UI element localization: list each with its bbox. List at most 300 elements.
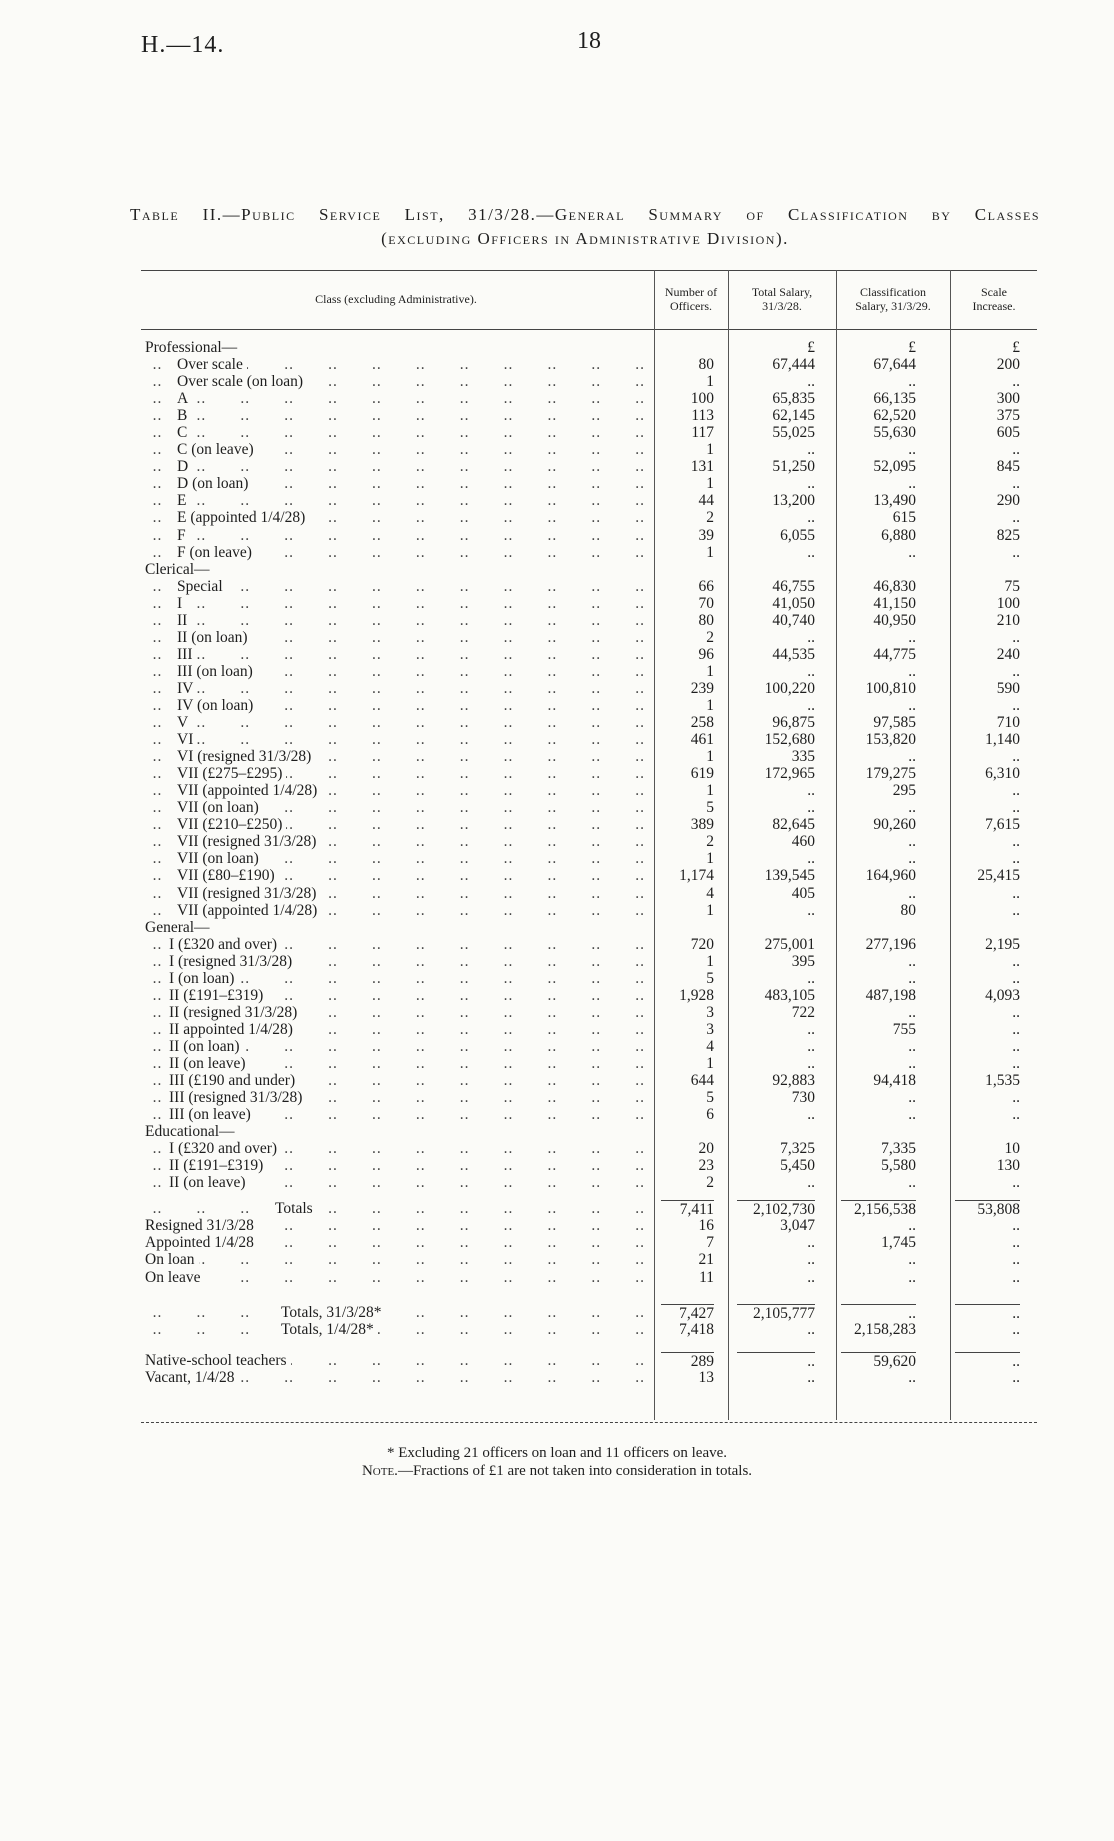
officers-cell: 5	[706, 799, 714, 817]
row-label	[141, 680, 651, 697]
row-label	[141, 1004, 651, 1021]
row-label	[141, 663, 651, 680]
officers-cell: 117	[691, 424, 714, 442]
total-salary-cell: ..	[807, 1320, 815, 1338]
officers-cell: 7,427	[661, 1304, 714, 1322]
column-header-scale-increase-line-1: Scale	[981, 285, 1007, 299]
table-row	[141, 970, 1037, 987]
table-row	[141, 1269, 1037, 1286]
total-salary-cell: 405	[791, 884, 815, 902]
row-label	[141, 1251, 651, 1268]
row-label-text: I	[177, 595, 186, 612]
classification-salary-cell: 46,830	[873, 577, 916, 595]
officers-cell: 11	[699, 1268, 714, 1286]
classification-salary-cell: ..	[908, 748, 916, 766]
scale-increase-cell: ..	[1012, 1320, 1020, 1338]
total-salary-cell: ..	[807, 1251, 815, 1269]
scale-increase-cell: ..	[1012, 884, 1020, 902]
column-header-officers-line-2: Officers.	[669, 299, 713, 313]
row-label	[141, 1369, 651, 1386]
total-salary-cell: ..	[807, 543, 815, 561]
column-header-classification-salary-line-2: Salary, 31/3/29.	[855, 299, 931, 313]
classification-salary-cell: 153,820	[865, 731, 916, 749]
row-label	[141, 339, 651, 356]
classification-salary-cell: 755	[892, 1020, 916, 1038]
row-label	[141, 953, 651, 970]
total-salary-cell: ..	[807, 799, 815, 817]
table-row	[141, 578, 1037, 595]
officers-cell: 5	[706, 1089, 714, 1107]
officers-cell: 1	[706, 696, 714, 714]
row-label-text: I (resigned 31/3/28)	[169, 953, 296, 970]
total-salary-cell: 96,875	[772, 714, 815, 732]
classification-salary-cell: ..	[908, 1003, 916, 1021]
scale-increase-cell: ..	[1012, 1234, 1020, 1252]
officers-cell: 461	[690, 731, 714, 749]
table-row	[141, 339, 1037, 356]
table-row	[141, 527, 1037, 544]
row-label	[141, 646, 651, 663]
table-row	[141, 390, 1037, 407]
officers-cell: 80	[698, 356, 714, 374]
classification-salary-cell: ..	[908, 850, 916, 868]
row-label-text: II (on leave)	[169, 1174, 250, 1191]
scale-increase-cell: 53,808	[955, 1200, 1020, 1218]
row-label	[141, 714, 651, 731]
table-row	[141, 1157, 1037, 1174]
classification-salary-cell: 55,630	[873, 424, 916, 442]
scale-increase-cell: 200	[996, 356, 1020, 374]
row-label-text: Over scale	[177, 356, 247, 373]
row-label-text: D (on loan)	[177, 475, 252, 492]
row-label-text: Clerical—	[145, 561, 214, 578]
classification-salary-cell: 1,745	[881, 1234, 916, 1252]
table-bottom-rule	[141, 1422, 1037, 1423]
table-row	[141, 987, 1037, 1004]
officers-cell: 4	[706, 884, 714, 902]
classification-salary-cell: ..	[908, 969, 916, 987]
officers-cell: 3	[706, 1003, 714, 1021]
scale-increase-cell: 605	[996, 424, 1020, 442]
row-label	[141, 1217, 651, 1234]
officers-cell: 6	[706, 1106, 714, 1124]
officers-cell: 131	[690, 458, 714, 476]
column-header-total-salary-line-1: Total Salary,	[751, 285, 813, 299]
officers-cell: 720	[690, 935, 714, 953]
classification-salary-cell: ..	[908, 1089, 916, 1107]
table-row	[141, 458, 1037, 475]
row-label	[141, 407, 651, 424]
classification-salary-cell: 179,275	[865, 765, 916, 783]
total-salary-cell: 46,755	[772, 577, 815, 595]
row-label-text: II (£191–£319)	[169, 987, 267, 1004]
scale-increase-cell: ..	[1012, 1089, 1020, 1107]
total-salary-cell: 7,325	[780, 1140, 815, 1158]
total-salary-cell: 82,645	[772, 816, 815, 834]
classification-salary-cell: ..	[908, 628, 916, 646]
table-row	[141, 816, 1037, 833]
total-salary-cell: 395	[791, 952, 815, 970]
table-row	[141, 697, 1037, 714]
row-label-text: II (on loan)	[177, 629, 252, 646]
row-label	[141, 527, 651, 544]
table-row	[141, 1123, 1037, 1140]
officers-cell: 20	[698, 1140, 714, 1158]
classification-salary-cell: ..	[908, 475, 916, 493]
total-salary-cell: ..	[807, 1020, 815, 1038]
row-label-text: I (£320 and over)	[169, 936, 281, 953]
total-salary-cell: ..	[807, 1174, 815, 1192]
classification-salary-cell: 164,960	[865, 867, 916, 885]
classification-salary-cell: ..	[908, 373, 916, 391]
total-salary-cell: ..	[807, 696, 815, 714]
row-label	[141, 424, 651, 441]
row-label	[141, 492, 651, 509]
classification-salary-cell: ..	[841, 1304, 916, 1322]
table-row	[141, 731, 1037, 748]
row-label	[141, 544, 651, 561]
officers-cell: 44	[698, 492, 714, 510]
scale-increase-cell: ..	[1012, 1217, 1020, 1235]
classification-salary-cell: 7,335	[881, 1140, 916, 1158]
scale-increase-cell: 75	[1004, 577, 1020, 595]
officers-cell: 1	[706, 441, 714, 459]
classification-salary-cell: 94,418	[873, 1072, 916, 1090]
scale-increase-cell: 290	[996, 492, 1020, 510]
classification-salary-cell: 80	[900, 901, 916, 919]
row-label-text: Special	[177, 578, 227, 595]
row-label-text: VII (resigned 31/3/28)	[177, 885, 320, 902]
column-header-officers	[655, 274, 727, 324]
scale-increase-cell: 845	[996, 458, 1020, 476]
officers-cell: 1,928	[679, 986, 714, 1004]
scale-increase-cell: ..	[1012, 1106, 1020, 1124]
row-label-text: Professional—	[145, 339, 241, 356]
total-salary-cell: 722	[791, 1003, 815, 1021]
column-header-classification-salary-line-1: Classification	[859, 285, 926, 299]
row-label-text: Resigned 31/3/28	[145, 1217, 258, 1234]
total-salary-cell: 483,105	[764, 986, 815, 1004]
officers-cell: 1	[706, 543, 714, 561]
scale-increase-cell: 300	[996, 390, 1020, 408]
total-salary-cell: 3,047	[780, 1217, 815, 1235]
officers-cell: 1,174	[679, 867, 714, 885]
table-row	[141, 544, 1037, 561]
row-label-text: F (on leave)	[177, 544, 256, 561]
row-label	[141, 936, 651, 953]
row-label	[141, 475, 651, 492]
row-label-text: Native-school teachers	[145, 1352, 291, 1369]
row-label-text: VII (£80–£190)	[177, 867, 279, 884]
row-label-text: II (£191–£319)	[169, 1157, 267, 1174]
classification-salary-cell: 487,198	[865, 986, 916, 1004]
officers-cell: 1	[706, 662, 714, 680]
classification-salary-cell: ..	[908, 1268, 916, 1286]
column-header-scale-increase-line-2: Increase.	[972, 299, 1016, 313]
row-label-text: II appointed 1/4/28)	[169, 1021, 297, 1038]
officers-cell: 2	[706, 1174, 714, 1192]
total-salary-cell: 275,001	[764, 935, 815, 953]
row-label	[141, 1038, 651, 1055]
column-header-total-salary-line-2: 31/3/28.	[762, 299, 802, 313]
column-header-class	[141, 274, 651, 324]
footnote-note	[0, 1462, 1114, 1480]
officers-cell: 70	[698, 594, 714, 612]
officers-cell: 239	[690, 679, 714, 697]
officers-cell: 7	[706, 1234, 714, 1252]
table-row	[141, 1304, 1037, 1321]
classification-salary-cell: ..	[908, 543, 916, 561]
scale-increase-cell: ..	[1012, 1268, 1020, 1286]
row-label-text: V	[177, 714, 192, 731]
officers-cell: 16	[698, 1217, 714, 1235]
classification-salary-cell: 615	[892, 509, 916, 527]
row-label	[141, 885, 651, 902]
row-label	[141, 595, 651, 612]
table-row	[141, 356, 1037, 373]
row-label	[141, 970, 651, 987]
scale-increase-cell: 25,415	[977, 867, 1020, 885]
row-label-text: VII (appointed 1/4/28)	[177, 902, 321, 919]
table-row	[141, 919, 1037, 936]
table-row	[141, 799, 1037, 816]
total-salary-cell: 67,444	[772, 356, 815, 374]
classification-salary-cell: ..	[908, 1368, 916, 1386]
row-label	[141, 1174, 651, 1191]
scale-increase-cell: 710	[996, 714, 1020, 732]
row-label	[141, 1304, 651, 1321]
row-label-text: A	[177, 390, 192, 407]
classification-salary-cell: 40,950	[873, 611, 916, 629]
table-row	[141, 1038, 1037, 1055]
table-row	[141, 850, 1037, 867]
total-salary-cell: 5,450	[780, 1157, 815, 1175]
total-salary-cell: 40,740	[772, 611, 815, 629]
row-label	[141, 816, 651, 833]
total-salary-cell: 100,220	[764, 679, 815, 697]
scale-increase-cell: 10	[1004, 1140, 1020, 1158]
officers-cell: 96	[698, 645, 714, 663]
row-label-text: II (on loan)	[169, 1038, 244, 1055]
total-salary-cell: 730	[791, 1089, 815, 1107]
row-label	[141, 1140, 651, 1157]
table-row	[141, 1174, 1037, 1191]
table-header-rule	[141, 329, 1037, 330]
scale-increase-cell: ..	[1012, 696, 1020, 714]
scale-increase-cell: ..	[1012, 373, 1020, 391]
officers-cell: 23	[698, 1157, 714, 1175]
row-label-text: VI	[177, 731, 197, 748]
total-salary-cell: ..	[807, 441, 815, 459]
total-salary-cell: £	[807, 339, 815, 356]
scale-increase-cell: ..	[1012, 475, 1020, 493]
classification-salary-cell: 52,095	[873, 458, 916, 476]
table-top-rule	[141, 270, 1037, 271]
row-label	[141, 987, 651, 1004]
classification-salary-cell: ..	[908, 441, 916, 459]
row-label-text: I (£320 and over)	[169, 1140, 281, 1157]
total-salary-cell: 172,965	[764, 765, 815, 783]
scale-increase-cell: ..	[1012, 543, 1020, 561]
row-label-text: E (appointed 1/4/28)	[177, 509, 309, 526]
page-number: 18	[577, 28, 601, 54]
row-label	[141, 919, 651, 936]
scale-increase-cell: ..	[1012, 1174, 1020, 1192]
row-label-text: D	[177, 458, 192, 475]
table-row	[141, 680, 1037, 697]
officers-cell: 289	[661, 1352, 714, 1370]
officers-cell: 2	[706, 833, 714, 851]
row-label	[141, 1321, 651, 1338]
table-row	[141, 953, 1037, 970]
scale-increase-cell: 4,093	[985, 986, 1020, 1004]
classification-salary-cell: 90,260	[873, 816, 916, 834]
table-row	[141, 475, 1037, 492]
row-label-text: Vacant, 1/4/28	[145, 1369, 239, 1386]
table-row	[141, 1072, 1037, 1089]
classification-salary-cell: ..	[908, 1174, 916, 1192]
row-label	[141, 441, 651, 458]
classification-salary-cell: 100,810	[865, 679, 916, 697]
total-salary-cell: ..	[737, 1352, 815, 1370]
table-row	[141, 509, 1037, 526]
total-salary-cell: ..	[807, 628, 815, 646]
table-title	[130, 203, 1040, 251]
total-salary-cell: 92,883	[772, 1072, 815, 1090]
row-label-text: Totals, 31/3/28*	[281, 1304, 386, 1321]
officers-cell: 1	[706, 475, 714, 493]
row-label	[141, 578, 651, 595]
table-row	[141, 885, 1037, 902]
officers-cell: 1	[706, 901, 714, 919]
row-label-text: II (on leave)	[169, 1055, 250, 1072]
row-label	[141, 833, 651, 850]
row-label-text: III	[177, 646, 197, 663]
classification-salary-cell: 67,644	[873, 356, 916, 374]
officers-cell: 66	[698, 577, 714, 595]
officers-cell: 258	[690, 714, 714, 732]
officers-cell: 3	[706, 1020, 714, 1038]
total-salary-cell: 51,250	[772, 458, 815, 476]
scale-increase-cell: ..	[1012, 1368, 1020, 1386]
scale-increase-cell: ..	[955, 1304, 1020, 1322]
row-label-text: Over scale (on loan)	[177, 373, 307, 390]
scale-increase-cell: ..	[1012, 1251, 1020, 1269]
table-row	[141, 1200, 1037, 1217]
table-row	[141, 748, 1037, 765]
column-header-classification-salary	[837, 274, 949, 324]
classification-salary-cell: ..	[908, 662, 916, 680]
row-label	[141, 902, 651, 919]
row-label-text: C	[177, 424, 191, 441]
classification-salary-cell: 6,880	[881, 526, 916, 544]
row-label	[141, 1106, 651, 1123]
classification-salary-cell: ..	[908, 1251, 916, 1269]
total-salary-cell: 62,145	[772, 407, 815, 425]
total-salary-cell: 55,025	[772, 424, 815, 442]
officers-cell: 80	[698, 611, 714, 629]
total-salary-cell: ..	[807, 509, 815, 527]
row-label-text: VII (£210–£250)	[177, 816, 286, 833]
row-label-text: III (on leave)	[169, 1106, 255, 1123]
row-label	[141, 1021, 651, 1038]
table-title-line-2: (excluding Officers in Administrative Division).	[381, 229, 789, 248]
total-salary-cell: ..	[807, 850, 815, 868]
row-label	[141, 731, 651, 748]
classification-salary-cell: ..	[908, 884, 916, 902]
officers-cell: 1	[706, 952, 714, 970]
row-label	[141, 697, 651, 714]
officers-cell: 7,411	[661, 1200, 714, 1218]
officers-cell: 1	[706, 850, 714, 868]
scale-increase-cell: 240	[996, 645, 1020, 663]
row-label	[141, 1123, 651, 1140]
scale-increase-cell: ..	[1012, 748, 1020, 766]
row-label	[141, 1234, 651, 1251]
column-header-class-label: Class (excluding Administrative).	[315, 292, 477, 306]
row-label-text: Educational—	[145, 1123, 239, 1140]
row-label	[141, 850, 651, 867]
scale-increase-cell: ..	[1012, 1003, 1020, 1021]
officers-cell: 13	[698, 1368, 714, 1386]
row-label-text: IV	[177, 680, 197, 697]
row-label-text: VI (resigned 31/3/28)	[177, 748, 315, 765]
officers-cell: 389	[690, 816, 714, 834]
table-row	[141, 765, 1037, 782]
classification-salary-cell: 41,150	[873, 594, 916, 612]
table-row	[141, 612, 1037, 629]
table-row	[141, 561, 1037, 578]
table-row	[141, 663, 1037, 680]
row-label	[141, 748, 651, 765]
table-row	[141, 1251, 1037, 1268]
row-label	[141, 509, 651, 526]
note-text: —Fractions of £1 are not taken into consideration in totals.	[397, 1463, 753, 1479]
scale-increase-cell: 130	[996, 1157, 1020, 1175]
classification-salary-cell: 97,585	[873, 714, 916, 732]
row-label-text: VII (on loan)	[177, 799, 263, 816]
table-row	[141, 1106, 1037, 1123]
scale-increase-cell: 7,615	[985, 816, 1020, 834]
total-salary-cell: ..	[807, 662, 815, 680]
row-label	[141, 629, 651, 646]
total-salary-cell: 13,200	[772, 492, 815, 510]
table-row	[141, 1321, 1037, 1338]
scale-increase-cell: 825	[996, 526, 1020, 544]
classification-salary-cell: 5,580	[881, 1157, 916, 1175]
total-salary-cell: ..	[807, 782, 815, 800]
scale-increase-cell: 1,535	[985, 1072, 1020, 1090]
classification-salary-cell: 62,520	[873, 407, 916, 425]
scale-increase-cell: 2,195	[985, 935, 1020, 953]
scale-increase-cell: ..	[1012, 833, 1020, 851]
classification-salary-cell: 13,490	[873, 492, 916, 510]
row-label	[141, 1157, 651, 1174]
footnote-exclusion: * Excluding 21 officers on loan and 11 officers on leave.	[386, 1445, 728, 1461]
scale-increase-cell: ..	[955, 1352, 1020, 1370]
table-row	[141, 1055, 1037, 1072]
row-label-text: On loan	[145, 1251, 199, 1268]
total-salary-cell: ..	[807, 373, 815, 391]
document-reference: H.—14.	[141, 32, 225, 58]
table-row	[141, 902, 1037, 919]
classification-salary-cell: ..	[908, 799, 916, 817]
row-label-text: Totals	[275, 1200, 317, 1217]
row-label-text: Appointed 1/4/28	[145, 1234, 258, 1251]
row-label-text: VII (on loan)	[177, 850, 263, 867]
row-label	[141, 390, 651, 407]
row-label	[141, 799, 651, 816]
